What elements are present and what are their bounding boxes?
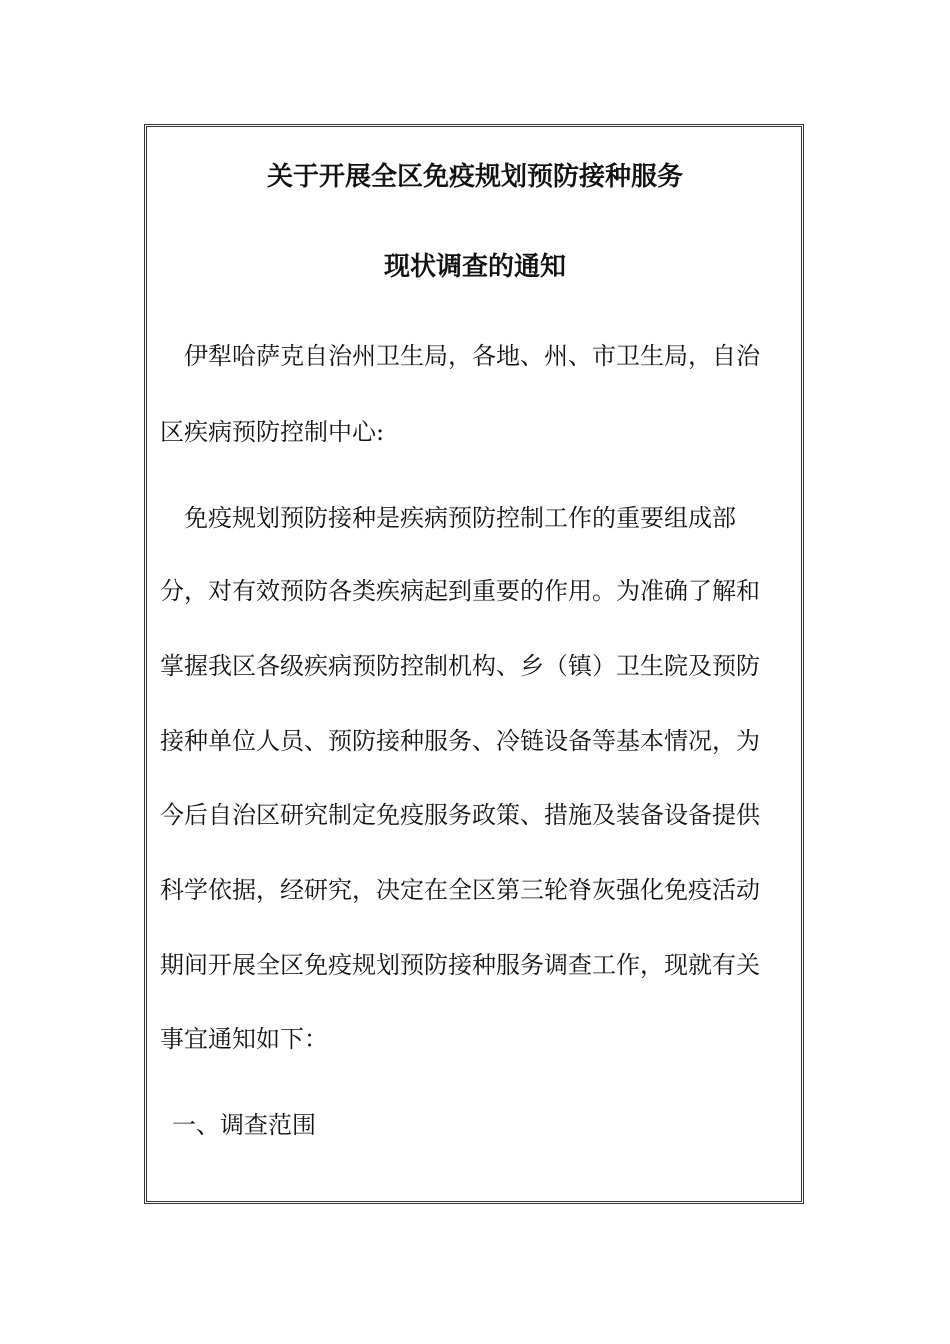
addressee-line-1: 伊犁哈萨克自治州卫生局，各地、州、市卫生局，自治 xyxy=(184,342,760,370)
document-title-line-1: 关于开展全区免疫规划预防接种服务 xyxy=(266,162,683,192)
body-line-3: 掌握我区各级疾病预防控制机构、乡（镇）卫生院及预防 xyxy=(160,652,760,680)
body-line-1: 免疫规划预防接种是疾病预防控制工作的重要组成部 xyxy=(184,504,736,532)
body-line-6: 科学依据，经研究，决定在全区第三轮脊灰强化免疫活动 xyxy=(160,876,760,904)
body-line-2: 分，对有效预防各类疾病起到重要的作用。为准确了解和 xyxy=(160,577,760,605)
body-line-4: 接种单位人员、预防接种服务、冷链设备等基本情况，为 xyxy=(160,727,760,755)
document-title-line-2: 现状调查的通知 xyxy=(383,252,566,282)
body-line-7: 期间开展全区免疫规划预防接种服务调查工作，现就有关 xyxy=(160,951,760,979)
addressee-line-2: 区疾病预防控制中心: xyxy=(160,418,385,446)
body-line-5: 今后自治区研究制定免疫服务政策、措施及装备设备提供 xyxy=(160,801,760,829)
body-line-8: 事宜通知如下： xyxy=(160,1025,328,1053)
section-heading: 一、调查范围 xyxy=(172,1111,316,1139)
